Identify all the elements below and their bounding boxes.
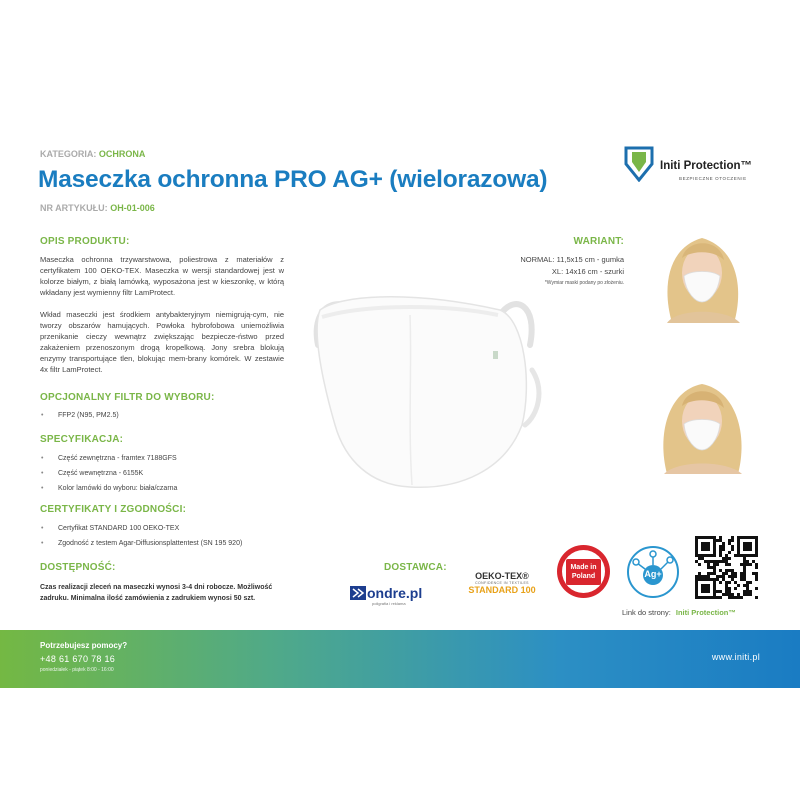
link-target[interactable]: Initi Protection™ bbox=[675, 608, 736, 617]
link-label: Link do strony: bbox=[622, 608, 671, 617]
list-item: • Część zewnętrzna - framtex 7188GFS bbox=[40, 451, 177, 466]
supplier-logo-sub: poligrafia i reklama bbox=[372, 601, 406, 606]
certs-list bbox=[40, 521, 242, 551]
description-para-2: Wkład maseczki jest środkiem antybakteryjnym niemigrują-cym, nie tworzy obszarów hamujących. Powłoka hybrofobowa uniemożliwia przenikanie cieczy wewnątrz zwiększając bezpiecze-ństwo przed zakażeniem przenoszonym drogą kropelkową. Jony srebra blokują enzymy transportujące tlen, blokując mem-brany komórek. W zestawie 4x filtr LamProtect. bbox=[40, 310, 284, 374]
oeko-title: OEKO-TEX® bbox=[475, 571, 529, 581]
list-item: • Certyfikat STANDARD 100 OEKO-TEX bbox=[40, 521, 242, 536]
footer-hours: poniedziałek - piątek 8:00 - 16:00 bbox=[40, 667, 114, 673]
supplier-heading: DOSTAWCA: bbox=[384, 562, 447, 573]
filter-list bbox=[40, 408, 119, 423]
list-item: • Zgodność z testem Agar-Diffusionsplattentest (SN 195 920) bbox=[40, 536, 242, 551]
made-in-poland-badge bbox=[557, 545, 610, 598]
availability-text: Czas realizacji zleceń na maseczki wynosi 3-4 dni robocze. Możliwość zadruku. Minimalna ilość zamówienia z zadrukiem wynosi 50 szt. bbox=[40, 584, 273, 602]
oeko-tex-badge bbox=[460, 571, 544, 595]
spec-heading: SPECYFIKACJA: bbox=[40, 434, 124, 445]
article-label: NR ARTYKUŁU: bbox=[40, 203, 108, 213]
spec-list bbox=[40, 451, 177, 496]
category-value: OCHRONA bbox=[98, 149, 146, 159]
availability-heading: DOSTĘPNOŚĆ: bbox=[40, 562, 116, 573]
brand-name: Initi Protection™ bbox=[660, 160, 752, 172]
brand-logo bbox=[624, 146, 654, 187]
oeko-standard: STANDARD 100 bbox=[468, 585, 536, 595]
mask-image bbox=[300, 275, 550, 515]
footer-website[interactable]: www.initi.pl bbox=[711, 652, 760, 662]
supplier-logo-text: ondre.pl bbox=[367, 585, 423, 601]
category-label: KATEGORIA: bbox=[40, 149, 97, 159]
shield-icon bbox=[624, 146, 654, 182]
list-item: • Kolor lamówki do wyboru: biała/czarna bbox=[40, 481, 177, 496]
model-photo-front bbox=[652, 228, 752, 328]
brand-tagline: BEZPIECZNE OTOCZENIE bbox=[679, 176, 747, 181]
variant-line-2: XL: 14x16 cm - szurki bbox=[551, 267, 624, 276]
variant-line-1: NORMAL: 11,5x15 cm - gumka bbox=[520, 255, 624, 264]
made-in-label: Made in bbox=[570, 564, 597, 571]
model-photo-side bbox=[652, 376, 752, 479]
poland-label: Poland bbox=[571, 573, 596, 580]
variant-note: *Wymiar maski podany po złożeniu. bbox=[544, 280, 624, 286]
list-item: • Część wewnętrzna - 6155K bbox=[40, 466, 177, 481]
footer-phone[interactable]: +48 61 670 78 16 bbox=[40, 654, 116, 664]
qr-code[interactable] bbox=[693, 534, 760, 601]
footer-help: Potrzebujesz pomocy? bbox=[40, 641, 128, 650]
variant-heading: WARIANT: bbox=[573, 236, 624, 247]
link-line bbox=[622, 608, 736, 617]
oeko-sub: CONFIDENCE IN TEXTILES bbox=[475, 581, 529, 585]
description-para-1: Maseczka ochronna trzywarstwowa, poliestrowa z materiałów z certyfikatem 100 OEKO-TEX. Maseczka w wersji standardowej jest w kolorze białym, z białą lamówką, wyposażona jest w kieszonkę, w którą wkładany jest wymienny filtr LamProtect. bbox=[40, 255, 284, 297]
certs-heading: CERTYFIKATY I ZGODNOŚCI: bbox=[40, 504, 187, 515]
description-heading: OPIS PRODUKTU: bbox=[40, 236, 130, 247]
list-item: • FFP2 (N95, PM2.5) bbox=[40, 408, 119, 423]
category-line bbox=[40, 149, 145, 159]
ag-label: Ag+ bbox=[644, 569, 662, 579]
supplier-logo[interactable] bbox=[350, 585, 422, 601]
ondre-mark-icon bbox=[350, 586, 366, 600]
footer-bar bbox=[0, 630, 800, 688]
page-title: Maseczka ochronna PRO AG+ (wielorazowa) bbox=[38, 166, 548, 193]
article-value: OH-01-006 bbox=[110, 203, 155, 213]
mask-label-tag bbox=[493, 351, 498, 359]
article-line bbox=[40, 203, 155, 213]
filter-heading: OPCJONALNY FILTR DO WYBORU: bbox=[40, 392, 215, 403]
ag-plus-badge bbox=[626, 545, 680, 604]
